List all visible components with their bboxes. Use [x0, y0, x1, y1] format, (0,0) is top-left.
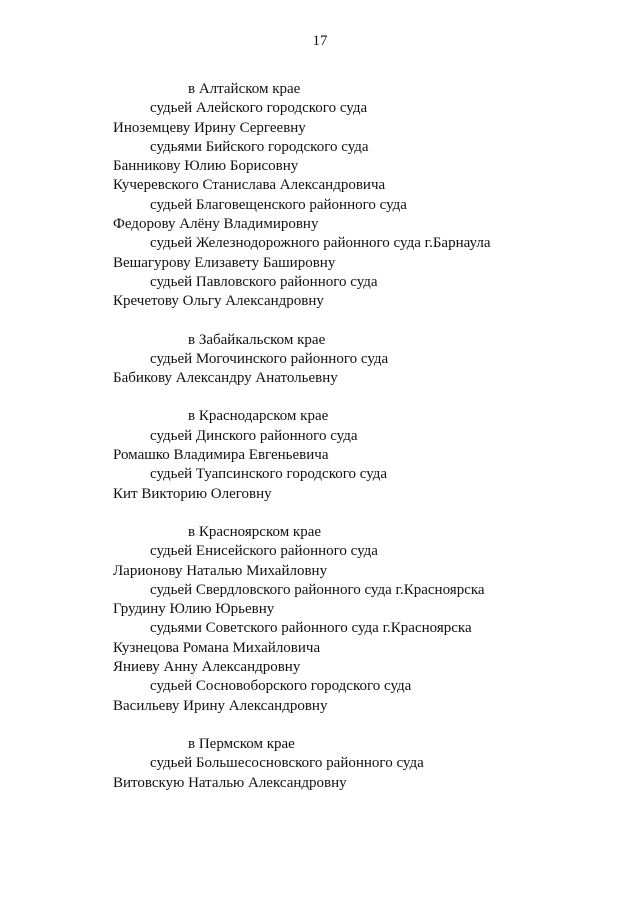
judge-name: Яниеву Анну Александровну	[113, 659, 301, 676]
judge-name: Кучеревского Станислава Александровича	[113, 177, 386, 194]
region-section	[0, 331, 640, 389]
appointment-list	[0, 80, 640, 812]
judge-name: Витовскую Наталью Александровну	[113, 774, 347, 791]
court-line: судьей Енисейского районного суда	[150, 543, 378, 560]
judge-name: Грудину Юлию Юрьевну	[113, 601, 275, 618]
judge-name: Федорову Алёну Владимировну	[113, 216, 319, 233]
judge-name: Бабикову Александру Анатольевну	[113, 370, 338, 387]
court-line: судьей Павловского районного суда	[150, 273, 378, 290]
region-heading: в Пермском крае	[188, 735, 295, 752]
judge-name: Кречетову Ольгу Александровну	[113, 293, 324, 310]
region-section	[0, 407, 640, 503]
judge-name: Кит Викторию Олеговну	[113, 485, 272, 502]
region-heading: в Алтайском крае	[188, 81, 301, 97]
page-number: 17	[312, 33, 328, 49]
court-line: судьей Алейского городского суда	[150, 100, 368, 117]
court-line: судьями Советского районного суда г.Красноярска	[150, 620, 472, 637]
court-line: судьей Сосновоборского городского суда	[150, 678, 412, 695]
court-line: судьей Могочинского районного суда	[150, 350, 389, 367]
judge-name: Васильеву Ирину Александровну	[113, 697, 328, 714]
court-line: судьей Динского районного суда	[150, 427, 358, 444]
judge-name: Банникову Юлию Борисовну	[113, 158, 299, 175]
court-line: судьей Туапсинского городского суда	[150, 466, 388, 483]
court-line: судьями Бийского городского суда	[150, 138, 369, 155]
region-section	[0, 80, 640, 312]
court-line: судьей Большесосновского районного суда	[150, 755, 424, 772]
judge-name: Иноземцеву Ирину Сергеевну	[113, 119, 306, 136]
region-heading: в Забайкальском крае	[188, 331, 326, 348]
court-line: судьей Свердловского районного суда г.Красноярска	[150, 581, 485, 598]
court-line: судьей Железнодорожного районного суда г.Барнаула	[150, 235, 491, 252]
judge-name: Ромашко Владимира Евгеньевича	[113, 447, 329, 464]
judge-name: Кузнецова Романа Михайловича	[113, 639, 321, 656]
region-section	[0, 735, 640, 793]
region-heading: в Красноярском крае	[188, 523, 322, 540]
region-heading: в Краснодарском крае	[188, 408, 329, 425]
region-section	[0, 523, 640, 716]
court-line: судьей Благовещенского районного суда	[150, 196, 407, 213]
judge-name: Ларионову Наталью Михайловну	[113, 562, 328, 579]
judge-name: Вешагурову Елизавету Башировну	[113, 254, 336, 271]
